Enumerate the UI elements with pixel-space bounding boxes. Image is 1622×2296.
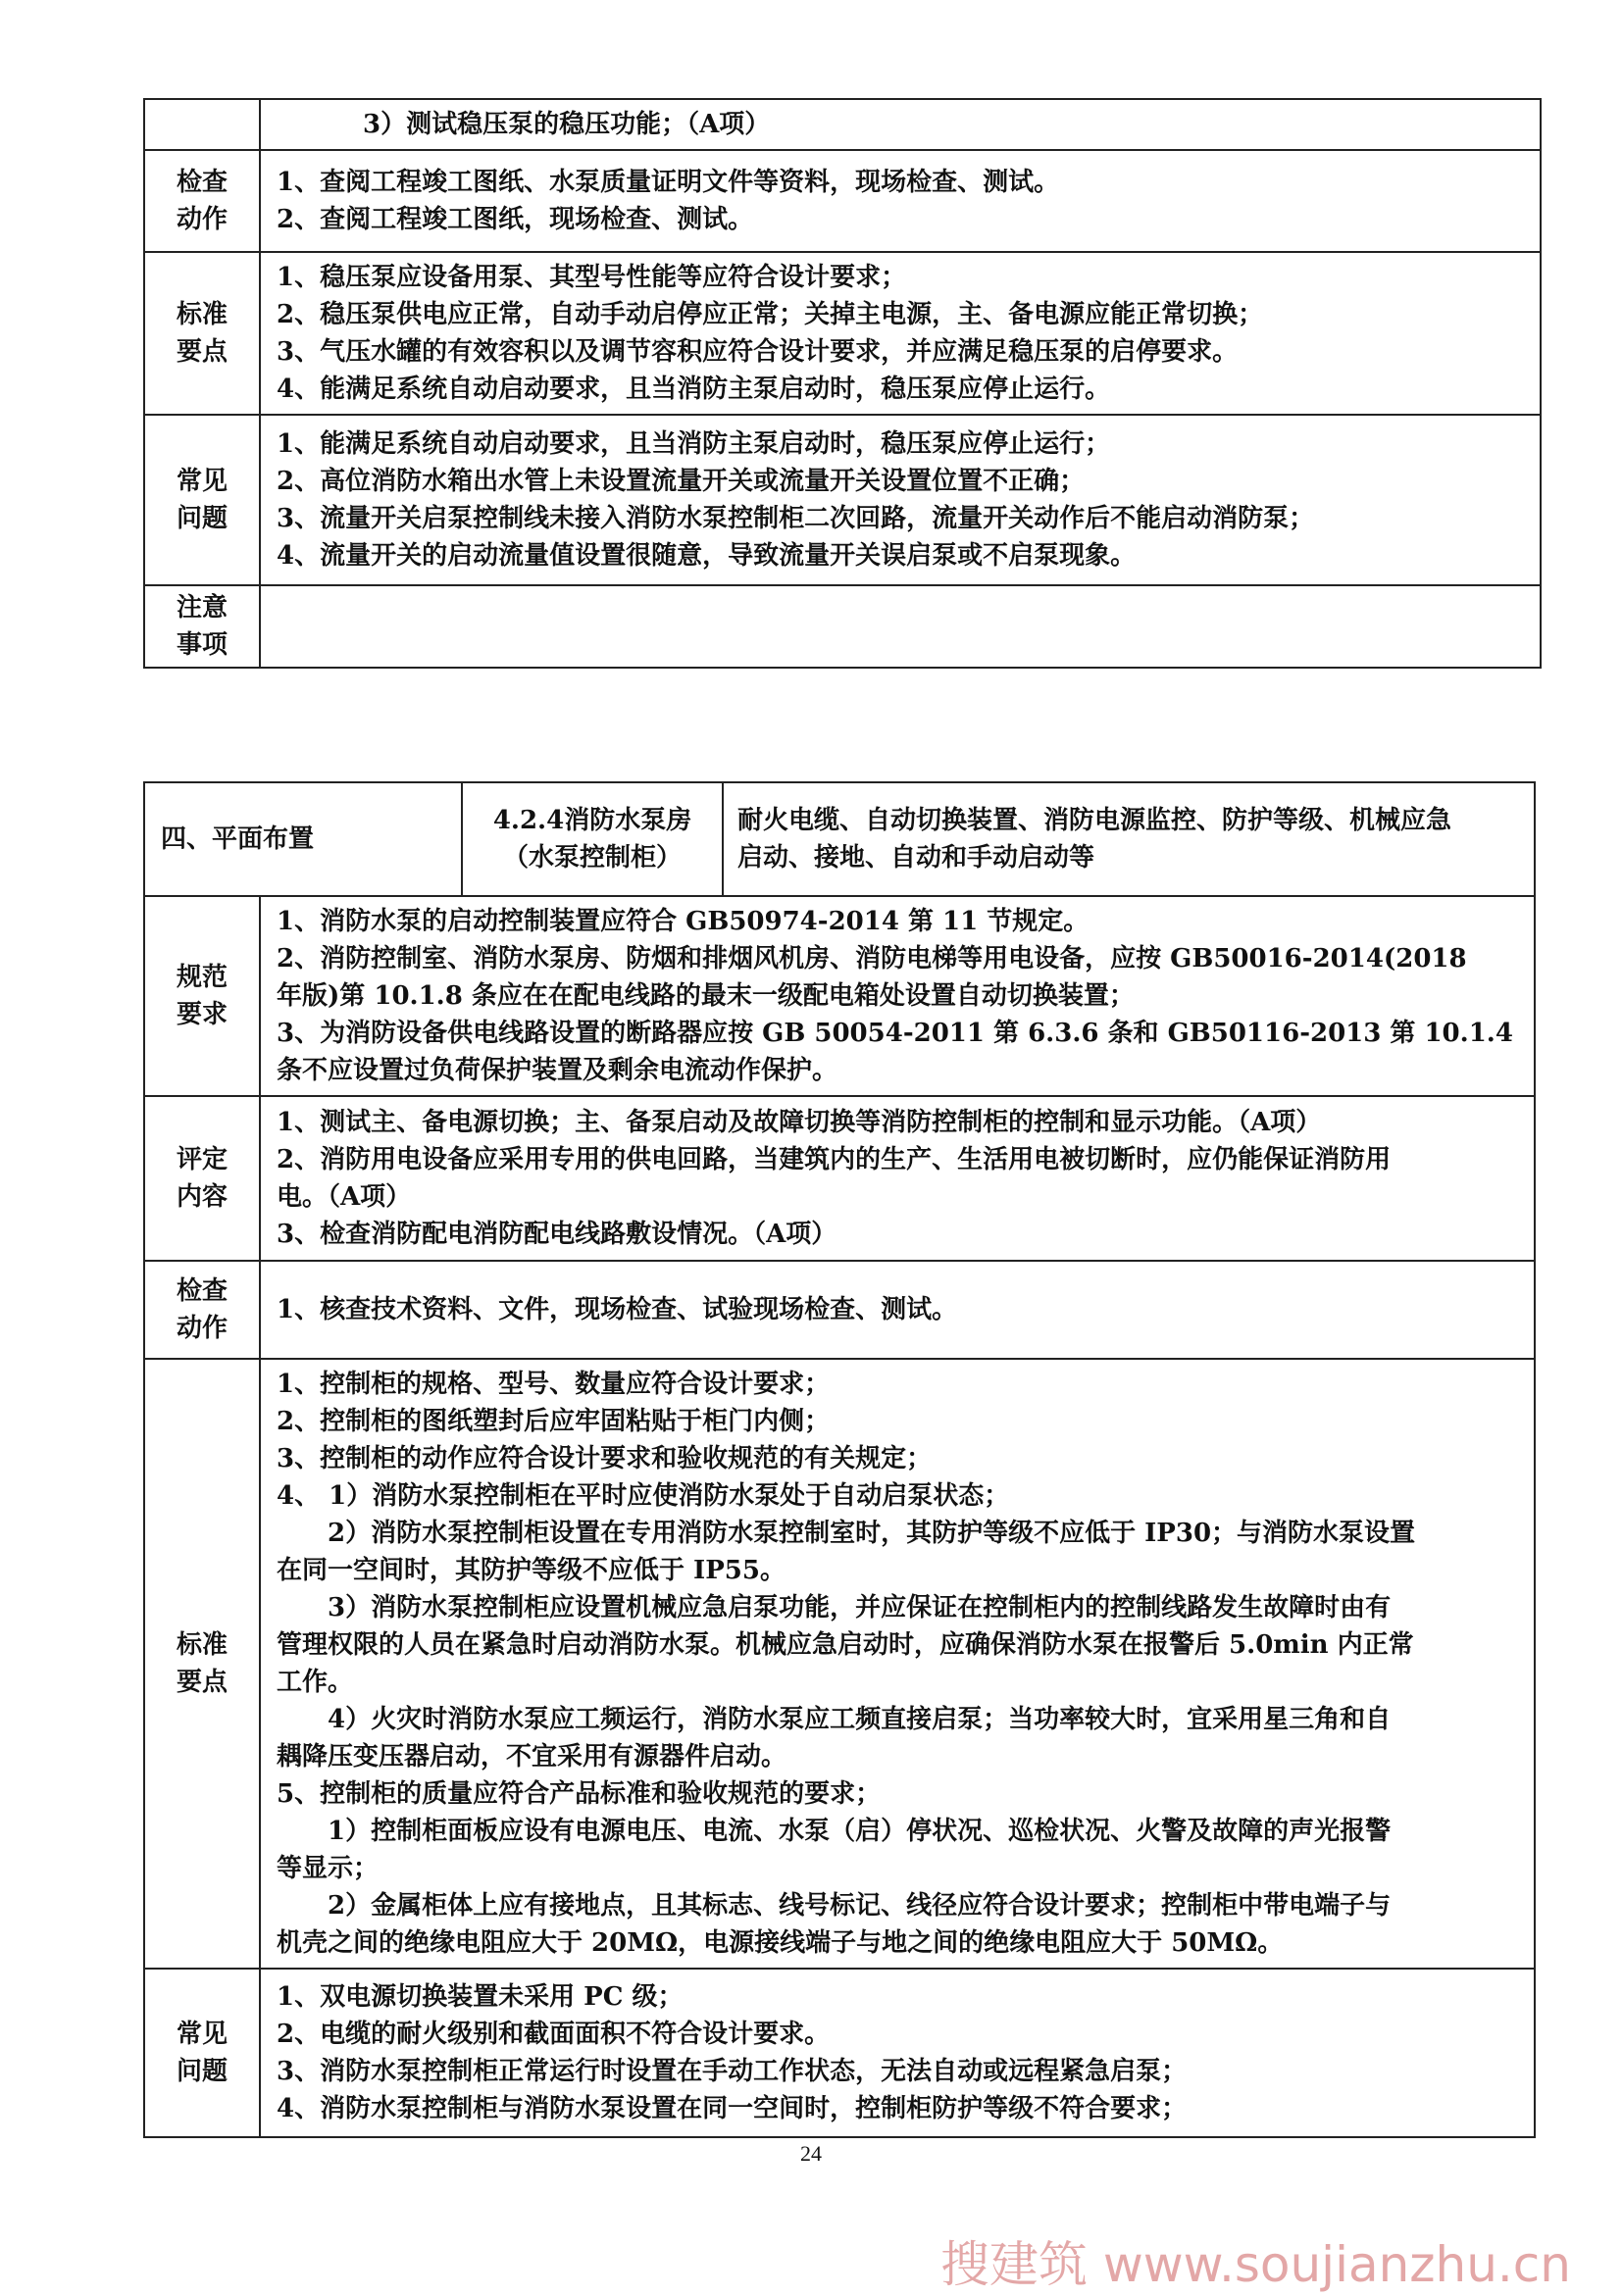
row-label-line: 规范 [176,963,228,992]
content-line: 工作。 [277,1668,354,1697]
content-line: 2、消防控制室、消防水泵房、防烟和排烟风机房、消防电梯等用电设备，应按 GB50016-2014(2018 [277,944,1467,973]
content-line: 2、高位消防水箱出水管上未设置流量开关或流量开关设置位置不正确； [277,467,1086,496]
row-content [260,1359,1535,1969]
row-label [144,252,260,415]
page-number: 24 [800,2141,822,2166]
content-line: 2、消防用电设备应采用专用的供电回路，当建筑内的生产、生活用电被切断时，应仍能保证消防用 [277,1145,1392,1174]
content-line: 4、流量开关的启动流量值设置很随意，导致流量开关误启泵或不启泵现象。 [277,541,1137,571]
content-line: 1、能满足系统自动启动要求，且当消防主泵启动时，稳压泵应停止运行； [277,429,1111,459]
row-content [260,1261,1535,1359]
content-line: 1、测试主、备电源切换；主、备泵启动及故障切换等消防控制柜的控制和显示功能。（A项） [277,1108,1322,1137]
row-label-line: 内容 [176,1182,228,1212]
content-line: 1、稳压泵应设备用泵、其型号性能等应符合设计要求； [277,263,907,292]
table-cell-empty [144,99,260,150]
content-line: 等显示； [277,1854,380,1883]
content-line: 1、核查技术资料、文件，现场检查、试验现场检查、测试。 [277,1295,958,1324]
content-line: 4、 1）消防水泵控制柜在平时应使消防水泵处于自动启泵状态； [277,1481,1010,1511]
row-label-line: 要求 [176,1000,228,1029]
content-line: 3、消防水泵控制柜正常运行时设置在手动工作状态，无法自动或远程紧急启泵； [277,2057,1188,2086]
item-cell [462,782,723,896]
keywords-cell [723,782,1535,896]
content-line: 4）火灾时消防水泵应工频运行，消防水泵应工频直接启泵；当功率较大时，宜采用星三角和自 [328,1705,1392,1734]
content-line: 1、控制柜的规格、型号、数量应符合设计要求； [277,1370,831,1399]
table-row-notes [144,585,1541,668]
table-row-standard-points [144,252,1541,415]
row-label [144,1359,260,1969]
content-line: 2、查阅工程竣工图纸，现场检查、测试。 [277,205,754,234]
row-label [144,1969,260,2137]
inspection-table-top [143,98,1542,669]
watermark: 搜建筑 www.soujianzhu.cn [939,2236,1571,2293]
content-line: 3、气压水罐的有效容积以及调节容积应符合设计要求，并应满足稳压泵的启停要求。 [277,337,1239,367]
row-label-line: 问题 [176,504,228,533]
content-line: 2）金属柜体上应有接地点，且其标志、线号标记、线径应符合设计要求；控制柜中带电端子与 [328,1891,1392,1921]
row-label-line: 事项 [176,630,228,660]
row-label [144,896,260,1096]
content-line: 4、能满足系统自动启动要求，且当消防主泵启动时，稳压泵应停止运行。 [277,374,1111,404]
row-label-line: 评定 [176,1145,228,1174]
row-label [144,150,260,252]
content-line: 3、控制柜的动作应符合设计要求和验收规范的有关规定； [277,1444,933,1473]
content-line: 2、稳压泵供电应正常，自动手动启停应正常；关掉主电源，主、备电源应能正常切换； [277,300,1264,329]
content-line: 2、控制柜的图纸塑封后应牢固粘贴于柜门内侧； [277,1407,831,1436]
content-line: 2、电缆的耐火级别和截面面积不符合设计要求。 [277,2020,831,2049]
content-line: 4、消防水泵控制柜与消防水泵设置在同一空间时，控制柜防护等级不符合要求； [277,2094,1188,2123]
table-row-evaluation-content [144,1096,1535,1261]
top-line-cell [260,99,1541,150]
table-row-spec-requirements [144,896,1535,1096]
content-line: 在同一空间时，其防护等级不应低于 IP55。 [277,1556,786,1585]
keywords-line: 耐火电缆、自动切换装置、消防电源监控、防护等级、机械应急 [737,806,1452,835]
content-line: 年版)第 10.1.8 条应在在配电线路的最末一级配电箱处设置自动切换装置； [277,981,1135,1011]
content-line: 1）控制柜面板应设有电源电压、电流、水泵（启）停状况、巡检状况、火警及故障的声光报警 [328,1817,1392,1846]
row-label-line: 注意 [176,593,228,623]
row-label-line: 常见 [176,2020,228,2049]
row-label-line: 要点 [176,1668,228,1697]
row-label [144,585,260,668]
content-line: 机壳之间的绝缘电阻应大于 20MΩ，电源接线端子与地之间的绝缘电阻应大于 50MΩ。 [277,1928,1284,1958]
table-row [144,99,1541,150]
item-title-line: （水泵控制柜） [503,843,683,873]
content-line: 3）消防水泵控制柜应设置机械应急启泵功能，并应保证在控制柜内的控制线路发生故障时由有 [328,1593,1392,1622]
content-line: 1、双电源切换装置未采用 PC 级； [277,1982,684,2012]
row-label-line: 问题 [176,2057,228,2086]
table-row-standard-points [144,1359,1535,1969]
row-label-line: 常见 [176,467,228,496]
content-line: 1、查阅工程竣工图纸、水泵质量证明文件等资料，现场检查、测试。 [277,168,1060,197]
row-label-line: 标准 [176,300,228,329]
row-content [260,150,1541,252]
row-content-empty [260,585,1541,668]
row-content [260,1096,1535,1261]
top-line-text: 3）测试稳压泵的稳压功能；（A项） [363,110,771,139]
row-label [144,415,260,585]
table-row-check-action [144,1261,1535,1359]
content-line: 3、为消防设备供电线路设置的断路器应按 GB 50054-2011 第 6.3.6 条和 GB50116-2013 第 10.1.4 [277,1019,1513,1048]
table-header-row [144,782,1535,896]
content-line: 电。（A项） [277,1182,412,1212]
table-row-check-action [144,150,1541,252]
section-title: 四、平面布置 [161,824,315,854]
row-label-line: 动作 [176,1314,228,1343]
row-content [260,252,1541,415]
content-line: 3、检查消防配电消防配电线路敷设情况。（A项） [277,1220,837,1249]
content-line: 3、流量开关启泵控制线未接入消防水泵控制柜二次回路，流量开关动作后不能启动消防泵； [277,504,1315,533]
inspection-table-pump-control-cabinet [143,781,1536,2138]
row-label-line: 检查 [176,1276,228,1306]
table-row-common-issues [144,1969,1535,2137]
row-label-line: 标准 [176,1630,228,1660]
row-content [260,896,1535,1096]
row-content [260,1969,1535,2137]
content-line: 条不应设置过负荷保护装置及剩余电流动作保护。 [277,1056,838,1085]
content-line: 2）消防水泵控制柜设置在专用消防水泵控制室时，其防护等级不应低于 IP30；与消防水泵设置 [328,1519,1416,1548]
content-line: 1、消防水泵的启动控制装置应符合 GB50974-2014 第 11 节规定。 [277,907,1090,936]
row-label-line: 动作 [176,205,228,234]
content-line: 耦降压变压器启动，不宜采用有源器件启动。 [277,1742,787,1772]
row-label [144,1261,260,1359]
content-line: 管理权限的人员在紧急时启动消防水泵。机械应急启动时，应确保消防水泵在报警后 5.0min 内正常 [277,1630,1414,1660]
item-title-line: 4.2.4消防水泵房 [492,806,692,835]
keywords-line: 启动、接地、自动和手动启动等 [737,843,1095,873]
row-label-line: 要点 [176,337,228,367]
content-line: 5、控制柜的质量应符合产品标准和验收规范的要求； [277,1779,882,1809]
row-content [260,415,1541,585]
table-row-common-issues [144,415,1541,585]
row-label-line: 检查 [176,168,228,197]
section-title-cell [144,782,462,896]
row-label [144,1096,260,1261]
